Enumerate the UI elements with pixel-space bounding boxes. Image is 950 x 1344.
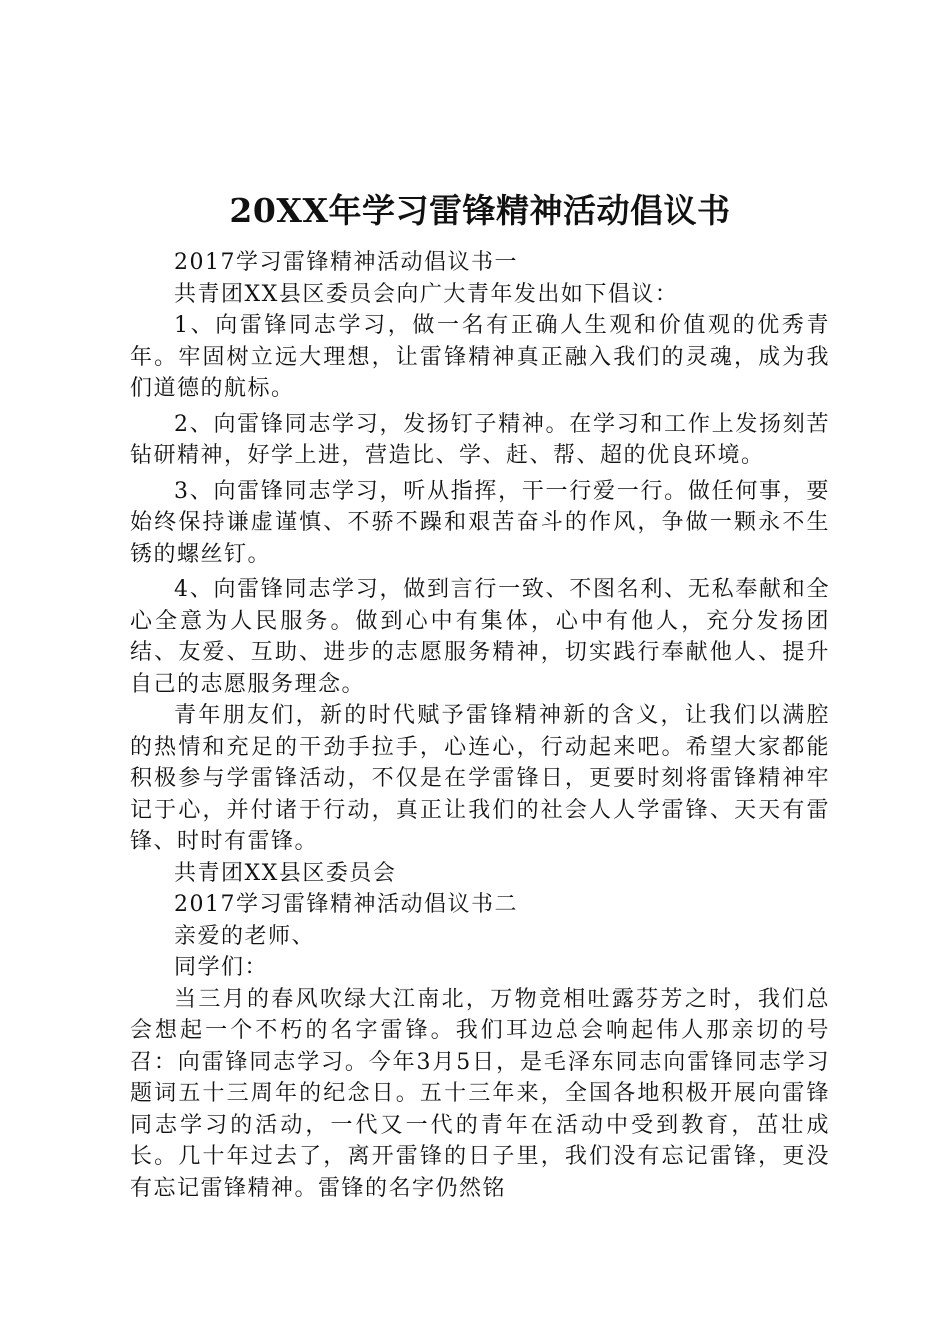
paragraph-item-3: 3、向雷锋同志学习，听从指挥，干一行爱一行。做任何事，要始终保持谦虚谨慎、不骄不躁和艰苦奋斗的作风，争做一颗永不生锈的螺丝钉。	[130, 478, 830, 567]
paragraph-item-2: 2、向雷锋同志学习，发扬钉子精神。在学习和工作上发扬刻苦钻研精神，好学上进，营造比、学、赶、帮、超的优良环境。	[130, 411, 830, 468]
document-title: 20XX年学习雷锋精神活动倡议书	[229, 191, 731, 230]
paragraph-item-4: 4、向雷锋同志学习，做到言行一致、不图名利、无私奉献和全心全意为人民服务。做到心中有集体，心中有他人，充分发扬团结、友爱、互助、进步的志愿服务精神，切实践行奉献他人、提升自己的志愿服务理念。	[130, 577, 830, 697]
paragraph-item-1: 1、向雷锋同志学习，做一名有正确人生观和价值观的优秀青年。牢固树立远大理想，让雷锋精神真正融入我们的灵魂，成为我们道德的航标。	[130, 313, 830, 401]
paragraph-letter-two-heading: 2017学习雷锋精神活动倡议书二	[174, 892, 518, 917]
paragraph-letter-one-heading: 2017学习雷锋精神活动倡议书一	[174, 250, 518, 275]
paragraph-signature: 共青团XX县区委员会	[174, 860, 397, 886]
paragraph-intro: 共青团XX县区委员会向广大青年发出如下倡议：	[174, 281, 679, 307]
paragraph-salutation-teachers: 亲爱的老师、	[174, 923, 316, 949]
paragraph-salutation-students: 同学们：	[174, 955, 269, 980]
paragraph-closing: 青年朋友们，新的时代赋予雷锋精神新的含义，让我们以满腔的热情和充足的干劲手拉手，心连心，行动起来吧。希望大家都能积极参与学雷锋活动，不仅是在学雷锋日，更要时刻将雷锋精神牢记于心，并付诸于行动，真正让我们的社会人人学雷锋、天天有雷锋、时时有雷锋。	[130, 703, 830, 854]
paragraph-body: 当三月的春风吹绿大江南北，万物竞相吐露芬芳之时，我们总会想起一个不朽的名字雷锋。我们耳边总会响起伟人那亲切的号召：向雷锋同志学习。今年3月5日，是毛泽东同志向雷锋同志学习题词五十三周年的纪念日。五十三年来，全国各地积极开展向雷锋同志学习的活动，一代又一代的青年在活动中受到教育，茁壮成长。几十年过去了，离开雷锋的日子里，我们没有忘记雷锋，更没有忘记雷锋精神。雷锋的名字仍然铭	[130, 986, 830, 1201]
